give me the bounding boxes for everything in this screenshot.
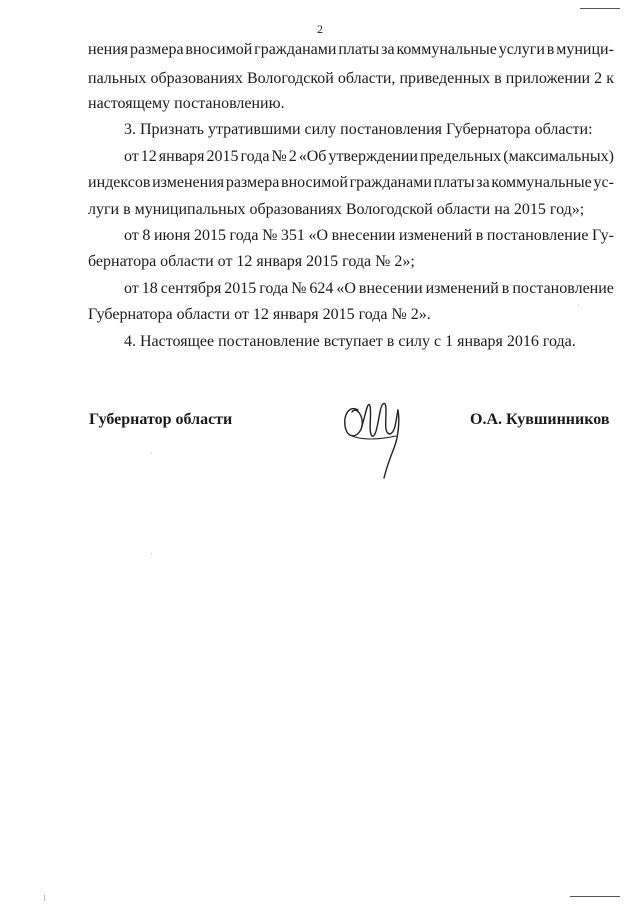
text-line: бернатора области от 12 января 2015 года № 2»; bbox=[88, 253, 415, 270]
word: 2 bbox=[594, 70, 603, 87]
word: «О bbox=[308, 227, 329, 244]
page-number: 2 bbox=[317, 22, 323, 36]
word: гражданами bbox=[349, 174, 432, 191]
word: года bbox=[229, 227, 259, 244]
text-line bbox=[88, 40, 614, 60]
text-line: 3. Признать утратившими силу постановления Губернатора области: bbox=[124, 121, 593, 138]
word: 2015 bbox=[224, 280, 257, 297]
word: постановление bbox=[512, 280, 614, 297]
word: пальных bbox=[88, 70, 147, 87]
text-line: 4. Настоящее постановление вступает в силу с 1 января 2016 года. bbox=[124, 333, 576, 350]
word: вносимой bbox=[281, 174, 348, 191]
scan-speck bbox=[151, 452, 152, 453]
text-line bbox=[88, 173, 614, 193]
word: приведенных bbox=[399, 70, 491, 87]
word: № bbox=[291, 280, 307, 297]
text-line bbox=[124, 226, 614, 246]
word: от bbox=[124, 148, 139, 165]
word: постановление bbox=[486, 227, 589, 244]
word: размера bbox=[130, 41, 184, 58]
word: индексов bbox=[88, 174, 151, 191]
scan-edge-mark bbox=[580, 8, 620, 9]
word: коммунальные bbox=[396, 41, 497, 58]
word: образованиях bbox=[150, 70, 243, 87]
word: № bbox=[271, 148, 287, 165]
word: (максимальных) bbox=[503, 148, 614, 165]
handwritten-signature bbox=[338, 392, 414, 482]
word: «О bbox=[336, 280, 356, 297]
word: «Об bbox=[298, 148, 327, 165]
word: 2 bbox=[288, 148, 297, 165]
word: за bbox=[476, 174, 490, 191]
word: 8 bbox=[142, 227, 151, 244]
word: приложении bbox=[505, 70, 591, 87]
word: платы bbox=[433, 174, 475, 191]
word: внесении bbox=[358, 280, 423, 297]
word: к bbox=[606, 70, 614, 87]
scan-speck bbox=[44, 895, 45, 901]
text-line bbox=[88, 69, 614, 89]
word: Вологодской bbox=[246, 70, 334, 87]
word: муници- bbox=[556, 41, 614, 58]
word: в bbox=[494, 70, 502, 87]
text-line: Губернатора области от 12 января 2015 года № 2». bbox=[88, 306, 431, 323]
word: вносимой bbox=[185, 41, 253, 58]
word: в bbox=[475, 227, 484, 244]
scan-speck bbox=[151, 553, 152, 554]
text-line bbox=[124, 279, 614, 299]
word: изменений bbox=[425, 280, 499, 297]
word: области, bbox=[337, 70, 396, 87]
text-line: луги в муниципальных образованиях Вологодской области на 2015 год»; bbox=[88, 201, 585, 218]
word: от bbox=[124, 280, 139, 297]
word: 351 bbox=[280, 227, 305, 244]
word: января bbox=[158, 148, 205, 165]
word: 2015 bbox=[206, 148, 239, 165]
word: Гу- bbox=[592, 227, 614, 244]
word: ус- bbox=[593, 174, 614, 191]
word: нения bbox=[88, 41, 129, 58]
word: 624 bbox=[309, 280, 334, 297]
scan-edge-mark bbox=[570, 896, 620, 897]
word: за bbox=[381, 41, 395, 58]
scan-speck bbox=[578, 305, 579, 306]
word: 2015 bbox=[193, 227, 226, 244]
word: июня bbox=[153, 227, 191, 244]
word: года bbox=[259, 280, 289, 297]
text-line: настоящему постановлению. bbox=[88, 95, 285, 112]
word: услуги bbox=[498, 41, 545, 58]
text-line bbox=[124, 147, 614, 167]
word: предельных bbox=[419, 148, 502, 165]
word: платы bbox=[338, 41, 380, 58]
word: внесении bbox=[331, 227, 396, 244]
signatory-position: Губернатор области bbox=[89, 411, 233, 428]
word: утверждении bbox=[328, 148, 418, 165]
word: в bbox=[546, 41, 555, 58]
signatory-name: О.А. Кувшинников bbox=[470, 411, 610, 428]
word: изменений bbox=[398, 227, 473, 244]
word: 18 bbox=[141, 280, 158, 297]
word: сентября bbox=[160, 280, 222, 297]
word: изменения bbox=[152, 174, 225, 191]
word: в bbox=[501, 280, 510, 297]
word: № bbox=[262, 227, 278, 244]
word: гражданами bbox=[254, 41, 337, 58]
word: 12 bbox=[140, 148, 157, 165]
word: коммунальные bbox=[491, 174, 592, 191]
word: размера bbox=[225, 174, 280, 191]
word: от bbox=[124, 227, 139, 244]
word: года bbox=[240, 148, 270, 165]
